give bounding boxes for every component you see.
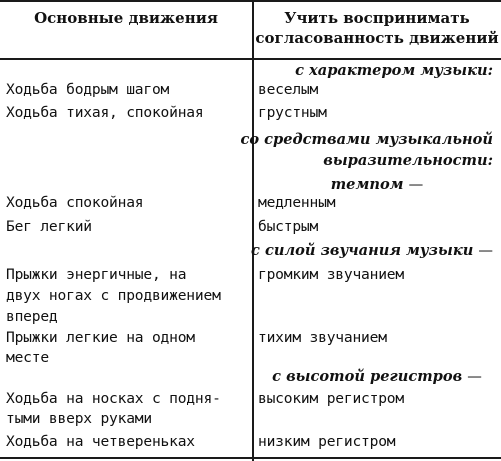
section-register-label: с высотой регистров — [272, 368, 463, 385]
target-cheerful: веселым — [258, 81, 319, 98]
target-sad: грустным — [258, 104, 327, 121]
header-teach-line1: Учить воспринимать — [284, 9, 470, 27]
section-expressive-means-line1: со средствами музыкальной — [240, 131, 493, 148]
header-divider — [0, 58, 501, 60]
target-loud: громким звучанием — [258, 266, 404, 283]
column-divider — [252, 2, 254, 461]
movement-jumps-light-line1: Прыжки легкие на одном — [6, 329, 195, 346]
movement-jumps-energetic-line3: вперед — [6, 308, 58, 325]
movement-walk-brisk: Ходьба бодрым шагом — [6, 81, 170, 98]
section-volume-dash: — — [478, 242, 493, 259]
target-fast: быстрым — [258, 218, 319, 235]
target-low-register: низким регистром — [258, 433, 396, 450]
target-high-register: высоким регистром — [258, 390, 404, 407]
section-register — [253, 367, 501, 387]
header-basic-movements: Основные движения — [34, 9, 218, 27]
section-register-dash: — — [467, 368, 482, 385]
movement-jumps-light-line2: месте — [6, 349, 49, 366]
movement-walk-toes-line2: тыми вверх руками — [6, 410, 152, 427]
header-teach-line2: согласованность движений — [255, 29, 499, 47]
movement-jumps-energetic-line1: Прыжки энергичные, на — [6, 266, 187, 283]
target-quiet-sound: тихим звучанием — [258, 329, 387, 346]
section-volume — [251, 241, 493, 261]
movement-jumps-energetic-line2: двух ногах с продвижением — [6, 287, 221, 304]
section-tempo-label: темпом — [330, 176, 404, 193]
section-tempo — [253, 175, 501, 195]
section-music-character: с характером музыки: — [295, 62, 493, 79]
section-tempo-dash: — — [408, 176, 424, 193]
target-slow: медленным — [258, 194, 336, 211]
section-expressive-means-line2: выразительности: — [323, 152, 493, 169]
movement-walk-quiet: Ходьба тихая, спокойная — [6, 104, 204, 121]
movement-walk-calm: Ходьба спокойная — [6, 194, 144, 211]
movement-walk-fours: Ходьба на четвереньках — [6, 433, 195, 450]
section-volume-label: с силой звучания музыки — [251, 242, 474, 259]
movement-run-light: Бег легкий — [6, 218, 92, 235]
movement-walk-toes-line1: Ходьба на носках с подня- — [6, 390, 221, 407]
header-teach-coordination — [253, 8, 501, 48]
